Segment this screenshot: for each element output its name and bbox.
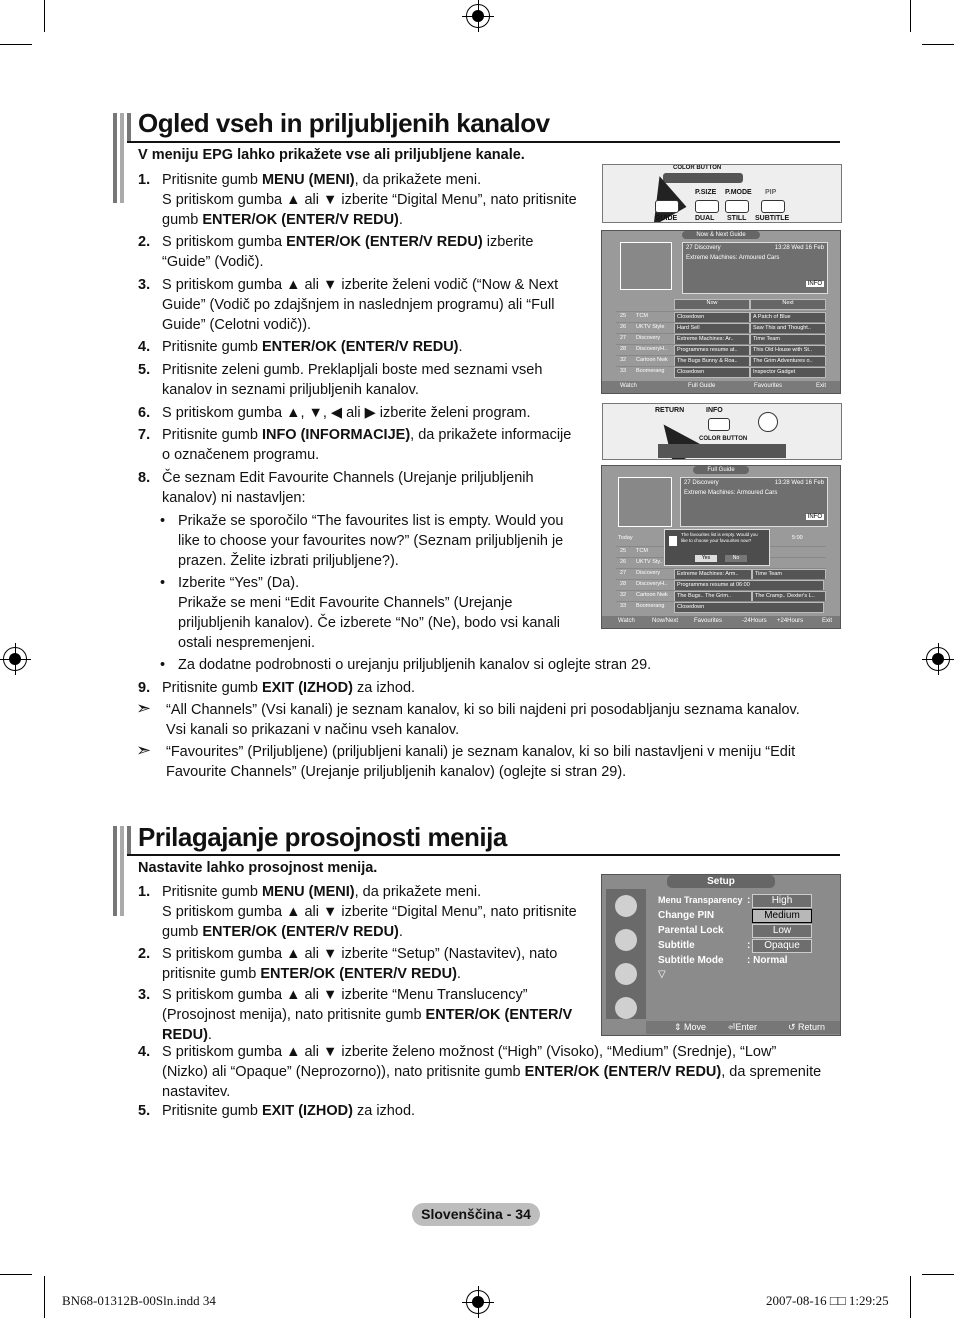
text-line: Pritisnite gumb ENTER/OK (ENTER/V REDU). bbox=[162, 339, 463, 355]
crop-mark bbox=[44, 0, 45, 32]
section-lead: Nastavite lahko prosojnost menija. bbox=[138, 860, 378, 876]
channel-name: Cartoon Nwk bbox=[636, 592, 668, 598]
channel-number: 33 bbox=[620, 368, 627, 374]
text-line: Favourite Channels” (Urejanje priljubljenih kanalov) (oglejte si stran 29). bbox=[166, 764, 627, 780]
foot-favourites: Favourites bbox=[694, 618, 723, 624]
program-slot: The Cramp.. Dexter's L.. bbox=[752, 591, 826, 602]
now-program: Hard Sell bbox=[674, 323, 750, 334]
step-text bbox=[162, 1042, 821, 1102]
crop-mark bbox=[922, 44, 954, 45]
foot-plus-24: +24Hours bbox=[777, 618, 804, 624]
channel-name: Cartoon Nwk bbox=[636, 357, 668, 363]
remote-button bbox=[758, 412, 778, 432]
remote-control-image bbox=[602, 403, 842, 460]
col-next: Next bbox=[750, 299, 826, 310]
channel-icon bbox=[615, 963, 637, 985]
step-number: 6. bbox=[138, 405, 151, 421]
channel-name: DiscoveryH.. bbox=[636, 581, 668, 587]
crop-mark bbox=[0, 1274, 32, 1275]
text-line: “All Channels” (Vsi kanali) je seznam kanalov, ki so bili najdeni pri posodabljanju seznama kanalov. bbox=[166, 702, 800, 718]
dialog-message: The favourites list is empty. Would you like to choose your favourites now? bbox=[681, 532, 758, 543]
key-label: SUBTITLE bbox=[755, 215, 790, 222]
step-number: 2. bbox=[138, 234, 151, 250]
section-lead: V meniju EPG lahko prikažete vse ali priljubljene kanale. bbox=[138, 147, 525, 163]
menu-item-transparency[interactable]: Menu Transparency bbox=[658, 895, 743, 905]
guide-row[interactable] bbox=[616, 322, 826, 333]
menu-item-subtitle[interactable]: Subtitle bbox=[658, 940, 695, 951]
text-line: “Favourites” (Priljubljene) (priljubljeni kanali) je seznam kanalov, ki so bili nastavljeni v meniju “Edit bbox=[166, 744, 796, 760]
step-number: 3. bbox=[138, 987, 151, 1003]
next-program: The Grim Adventures o.. bbox=[750, 356, 826, 367]
text-line: S pritiskom gumba ▲ ali ▼ izberite želeni vodič (“Now & Next bbox=[162, 277, 559, 293]
step-number: 2. bbox=[138, 946, 151, 962]
key-label: P.MODE bbox=[725, 189, 752, 196]
setup-icon bbox=[615, 997, 637, 1019]
step-text bbox=[162, 360, 542, 400]
screen-footer bbox=[602, 381, 840, 393]
registration-mark-icon bbox=[926, 647, 950, 671]
channel-name: Discovery bbox=[636, 570, 661, 576]
program-slot: Extreme Machines: Arm.. bbox=[674, 569, 752, 580]
bullet-text bbox=[178, 655, 651, 675]
info-time: 13:28 Wed 16 Feb bbox=[774, 245, 824, 251]
color-button-label: COLOR BUTTON bbox=[699, 436, 748, 442]
foot-exit: Exit bbox=[816, 383, 827, 389]
guide-row[interactable] bbox=[616, 355, 826, 366]
page-number-badge: Slovenščina - 34 bbox=[412, 1203, 540, 1226]
full-guide-screen bbox=[601, 465, 841, 629]
text-line: Pritisnite gumb MENU (MENI), da prikažete meni. bbox=[162, 884, 482, 900]
text-line: Guide” (Celotni vodič)). bbox=[162, 317, 312, 333]
color-buttons bbox=[663, 173, 743, 183]
info-time: 13:28 Wed 16 Feb bbox=[774, 480, 824, 486]
note-text bbox=[166, 700, 800, 740]
foot-minus-24: -24Hours bbox=[742, 618, 767, 624]
section-rule bbox=[127, 854, 840, 856]
channel-number: 28 bbox=[620, 581, 627, 587]
text-line: Prikaže se meni “Edit Favourite Channels” (Urejanje bbox=[178, 595, 513, 611]
registration-mark-icon bbox=[466, 4, 490, 28]
text-line: nastavitev. bbox=[162, 1084, 231, 1100]
guide-row[interactable] bbox=[616, 344, 826, 355]
step-number: 5. bbox=[138, 362, 151, 378]
channel-name: Discovery bbox=[636, 335, 661, 341]
key-label: RETURN bbox=[655, 407, 685, 414]
key-label: PIP bbox=[765, 189, 777, 196]
step-number: 7. bbox=[138, 427, 151, 443]
foot-watch: Watch bbox=[618, 618, 635, 624]
text-line: Prikaže se sporočilo “The favourites list is empty. Would you bbox=[178, 513, 564, 529]
text-line: (Prosojnost menija), nato pritisnite gumb ENTER/OK (ENTER/V bbox=[162, 1007, 573, 1023]
col-now: Now bbox=[674, 299, 750, 310]
text-line: Pritisnite gumb EXIT (IZHOD) za izhod. bbox=[162, 680, 416, 696]
step-text bbox=[162, 275, 558, 335]
channel-number: 26 bbox=[620, 324, 627, 330]
now-next-guide-screen bbox=[601, 230, 841, 394]
remote-button bbox=[708, 418, 730, 431]
program-info-box bbox=[682, 242, 828, 294]
subtitle-mode-value: : Normal bbox=[747, 955, 788, 966]
text-line: Pritisnite zeleni gumb. Preklapljali boste med seznami vseh bbox=[162, 362, 543, 378]
option-high[interactable]: High bbox=[752, 894, 812, 908]
text-line: Pritisnite gumb INFO (INFORMACIJE), da prikažete informacije bbox=[162, 427, 572, 443]
channel-number: 25 bbox=[620, 313, 627, 319]
file-slug: BN68-01312B-00Sln.indd 34 bbox=[62, 1293, 216, 1308]
text-line: Pritisnite gumb MENU (MENI), da prikažete meni. bbox=[162, 172, 482, 188]
channel-number: 26 bbox=[620, 559, 627, 565]
channel-name: UKTV Style bbox=[636, 324, 665, 330]
channel-number: 32 bbox=[620, 357, 627, 363]
step-text bbox=[162, 468, 534, 508]
menu-item-parental-lock[interactable]: Parental Lock bbox=[658, 925, 724, 936]
step-text bbox=[162, 944, 557, 984]
sound-icon bbox=[615, 929, 637, 951]
text-line: S pritiskom gumba ▲ ali ▼ izberite želeno možnost (“High” (Visoko), “Medium” (Srednje), “Low” bbox=[162, 1044, 777, 1060]
channel-name: TCM bbox=[636, 313, 648, 319]
channel-number: 27 bbox=[620, 570, 627, 576]
info-channel: 27 Discovery bbox=[686, 245, 721, 251]
remote-button bbox=[725, 200, 749, 213]
key-label: P.SIZE bbox=[695, 189, 717, 196]
registration-mark-icon bbox=[466, 1290, 490, 1314]
menu-item-change-pin[interactable]: Change PIN bbox=[658, 910, 715, 921]
guide-row[interactable] bbox=[616, 366, 826, 377]
step-text bbox=[162, 337, 463, 357]
channel-name: Boomerang bbox=[636, 368, 665, 374]
channel-number: 25 bbox=[620, 548, 627, 554]
info-badge: INFO bbox=[807, 281, 822, 287]
crop-mark bbox=[910, 1276, 911, 1318]
return-hint: ↺ Return bbox=[788, 1022, 826, 1032]
option-medium[interactable]: Medium bbox=[752, 909, 812, 923]
next-program: Saw This and Thought.. bbox=[750, 323, 826, 334]
program-info-box bbox=[680, 477, 828, 527]
channel-name: DiscoveryH.. bbox=[636, 346, 668, 352]
crop-mark bbox=[922, 1274, 954, 1275]
now-program: Closedown bbox=[674, 367, 750, 378]
crop-mark bbox=[0, 44, 32, 45]
guide-row[interactable] bbox=[616, 601, 826, 612]
guide-row[interactable] bbox=[616, 311, 826, 322]
now-program: Extreme Machines: Ar.. bbox=[674, 334, 750, 345]
info-program: Extreme Machines: Armoured Cars bbox=[684, 490, 778, 496]
section-title: Ogled vseh in priljubljenih kanalov bbox=[138, 108, 550, 138]
text-line: S pritiskom gumba ▲ ali ▼ izberite “Setup” (Nastavitev), nato bbox=[162, 946, 558, 962]
channel-number: 27 bbox=[620, 335, 627, 341]
step-number: 9. bbox=[138, 680, 151, 696]
step-text bbox=[162, 403, 531, 423]
foot-watch: Watch bbox=[620, 383, 637, 389]
guide-row[interactable] bbox=[616, 333, 826, 344]
dialog-icon bbox=[669, 536, 677, 546]
remote-button bbox=[761, 200, 785, 213]
favourites-empty-dialog bbox=[664, 529, 770, 566]
text-line: Za dodatne podrobnosti o urejanju priljubljenih kanalov si oglejte stran 29. bbox=[178, 657, 652, 673]
bullet-dot-icon: • bbox=[160, 575, 166, 591]
info-program: Extreme Machines: Armoured Cars bbox=[686, 255, 780, 261]
step-text bbox=[162, 985, 572, 1045]
setup-title: Setup bbox=[667, 875, 775, 888]
text-line: gumb ENTER/OK (ENTER/V REDU). bbox=[162, 212, 403, 228]
now-program: The Bugs Bunny & Roa.. bbox=[674, 356, 750, 367]
step-text bbox=[162, 425, 571, 465]
color-buttons bbox=[658, 444, 786, 458]
channel-number: 28 bbox=[620, 346, 627, 352]
enter-hint: ⏎Enter bbox=[728, 1022, 758, 1032]
step-text bbox=[162, 882, 577, 942]
info-badge: INFO bbox=[807, 514, 822, 520]
bullet-dot-icon: • bbox=[160, 513, 166, 529]
setup-footer bbox=[646, 1021, 840, 1034]
key-label: DUAL bbox=[695, 215, 715, 222]
screen-title: Now & Next Guide bbox=[682, 231, 759, 239]
channel-grid bbox=[616, 299, 826, 374]
now-program: Closedown bbox=[674, 312, 750, 323]
text-line: “Guide” (Vodič). bbox=[162, 254, 264, 270]
step-number: 4. bbox=[138, 339, 151, 355]
foot-full-guide: Full Guide bbox=[688, 383, 716, 389]
foot-now-next: Now/Next bbox=[652, 618, 679, 624]
text-line: Pritisnite gumb EXIT (IZHOD) za izhod. bbox=[162, 1103, 416, 1119]
next-program: Time Team bbox=[750, 334, 826, 345]
menu-sidebar bbox=[606, 889, 646, 1019]
step-text bbox=[162, 678, 415, 698]
crop-mark bbox=[910, 0, 911, 32]
key-label: GUIDE bbox=[655, 215, 678, 222]
now-program: Programmes resume at.. bbox=[674, 345, 750, 356]
text-line: pritisnite gumb ENTER/OK (ENTER/V REDU). bbox=[162, 966, 461, 982]
move-hint: ⇕ Move bbox=[674, 1022, 707, 1032]
foot-exit: Exit bbox=[822, 618, 833, 624]
color-button-label: COLOR BUTTON bbox=[673, 165, 722, 171]
channel-name: Boomerang bbox=[636, 603, 665, 609]
text-line: o označenem programu. bbox=[162, 447, 320, 463]
text-line: Izberite “Yes” (Da). bbox=[178, 575, 300, 591]
col-time: 5:00 bbox=[792, 535, 803, 541]
text-line: Vsi kanali so prikazani v načinu vseh kanalov. bbox=[166, 722, 460, 738]
program-slot: Programmes resume at 06:00 bbox=[674, 580, 824, 591]
step-number: 5. bbox=[138, 1103, 151, 1119]
crop-mark bbox=[44, 1276, 45, 1318]
bullet-text bbox=[178, 573, 560, 653]
text-line: prazen. Želite izbrati priljubljene?). bbox=[178, 553, 399, 569]
guide-row[interactable] bbox=[616, 568, 826, 579]
option-opaque[interactable]: Opaque bbox=[752, 939, 812, 953]
screen-footer bbox=[602, 616, 840, 628]
section-bar bbox=[127, 113, 131, 143]
text-line: gumb ENTER/OK (ENTER/V REDU). bbox=[162, 924, 403, 940]
section-bar bbox=[113, 113, 117, 203]
remote-control-image bbox=[602, 164, 842, 223]
channel-name: TCM bbox=[636, 548, 648, 554]
bullet-text bbox=[178, 511, 563, 571]
key-label: STILL bbox=[727, 215, 747, 222]
text-line: kanalov in seznami priljubljenih kanalov. bbox=[162, 382, 419, 398]
next-program: Inspector Gadget bbox=[750, 367, 826, 378]
channel-number: 33 bbox=[620, 603, 627, 609]
program-slot: Time Team bbox=[752, 569, 826, 580]
guide-row[interactable] bbox=[616, 579, 826, 590]
step-text bbox=[162, 170, 577, 230]
option-low[interactable]: Low bbox=[752, 924, 812, 938]
registration-mark-icon bbox=[3, 647, 27, 671]
key-label: INFO bbox=[706, 407, 723, 414]
channel-name: UKTV Sty.. bbox=[636, 559, 663, 565]
note-arrow-icon: ➣ bbox=[136, 740, 152, 760]
remote-button bbox=[695, 200, 719, 213]
text-line: kanalov) ni nastavljen: bbox=[162, 490, 306, 506]
screen-title: Full Guide bbox=[693, 466, 748, 474]
channel-number: 32 bbox=[620, 592, 627, 598]
text-line: ostali nespremenjeni. bbox=[178, 635, 316, 651]
step-number: 1. bbox=[138, 172, 151, 188]
text-line: S pritiskom gumba ▲ ali ▼ izberite “Digital Menu”, nato pritisnite bbox=[162, 904, 577, 920]
step-number: 3. bbox=[138, 277, 151, 293]
col-today: Today bbox=[618, 535, 633, 541]
text-line: S pritiskom gumba ENTER/OK (ENTER/V REDU) izberite bbox=[162, 234, 534, 250]
step-text bbox=[162, 1101, 415, 1121]
yes-button[interactable]: Yes bbox=[695, 555, 717, 562]
preview-thumbnail bbox=[620, 242, 672, 290]
picture-icon bbox=[615, 895, 637, 917]
step-text bbox=[162, 232, 533, 272]
setup-menu-screen: Setup Menu Transparency Change PIN Parental Lock Subtitle Subtitle Mode : Normal : : ▽ High Medium Low Opaque ⇕ Move ⏎Enter ↺ Return bbox=[601, 874, 841, 1036]
text-line: S pritiskom gumba ▲ ali ▼ izberite “Menu Translucency” bbox=[162, 987, 528, 1003]
text-line: S pritiskom gumba ▲, ▼, ◀ ali ▶ izberite želeni program. bbox=[162, 405, 531, 421]
text-line: REDU). bbox=[162, 1027, 212, 1043]
text-line: S pritiskom gumba ▲ ali ▼ izberite “Digital Menu”, nato pritisnite bbox=[162, 192, 577, 208]
bullet-dot-icon: • bbox=[160, 657, 166, 673]
section-rule bbox=[127, 141, 840, 143]
program-slot: Closedown bbox=[674, 602, 824, 613]
text-line: Če seznam Edit Favourite Channels (Urejanje priljubljenih bbox=[162, 470, 534, 486]
section-bar bbox=[113, 826, 117, 916]
step-number: 1. bbox=[138, 884, 151, 900]
foot-favourites: Favourites bbox=[754, 383, 783, 389]
step-number: 8. bbox=[138, 470, 151, 486]
text-line: (Nizko) ali “Opaque” (Neprozorno)), nato pritisnite gumb ENTER/OK (ENTER/V REDU), da spremenite bbox=[162, 1064, 822, 1080]
section-title: Prilagajanje prosojnosti menija bbox=[138, 822, 507, 852]
program-slot: The Bugs.. The Grim.. bbox=[674, 591, 752, 602]
section-bar bbox=[127, 826, 131, 856]
step-number: 4. bbox=[138, 1044, 151, 1060]
info-channel: 27 Discovery bbox=[684, 480, 719, 486]
section-bar bbox=[120, 113, 124, 203]
section-bar bbox=[120, 826, 124, 916]
note-text bbox=[166, 742, 795, 782]
note-arrow-icon: ➣ bbox=[136, 698, 152, 718]
more-down-icon: ▽ bbox=[658, 969, 666, 980]
text-line: Guide” (Vodič po zdajšnjem in naslednjem programu) ali “Full bbox=[162, 297, 555, 313]
text-line: like to choose your favourites now?” (Seznam priljubljenih je bbox=[178, 533, 564, 549]
menu-item-subtitle-mode[interactable]: Subtitle Mode bbox=[658, 955, 724, 966]
text-line: priljubljenih kanalov). Če izberete “No” (Ne), bodo vsi kanali bbox=[178, 615, 561, 631]
no-button[interactable]: No bbox=[725, 555, 747, 562]
guide-row[interactable] bbox=[616, 590, 826, 601]
preview-thumbnail bbox=[618, 477, 672, 527]
remote-button bbox=[655, 200, 679, 213]
next-program: This Old House with St.. bbox=[750, 345, 826, 356]
next-program: A Patch of Blue bbox=[750, 312, 826, 323]
date-slug: 2007-08-16 □□ 1:29:25 bbox=[766, 1293, 889, 1308]
